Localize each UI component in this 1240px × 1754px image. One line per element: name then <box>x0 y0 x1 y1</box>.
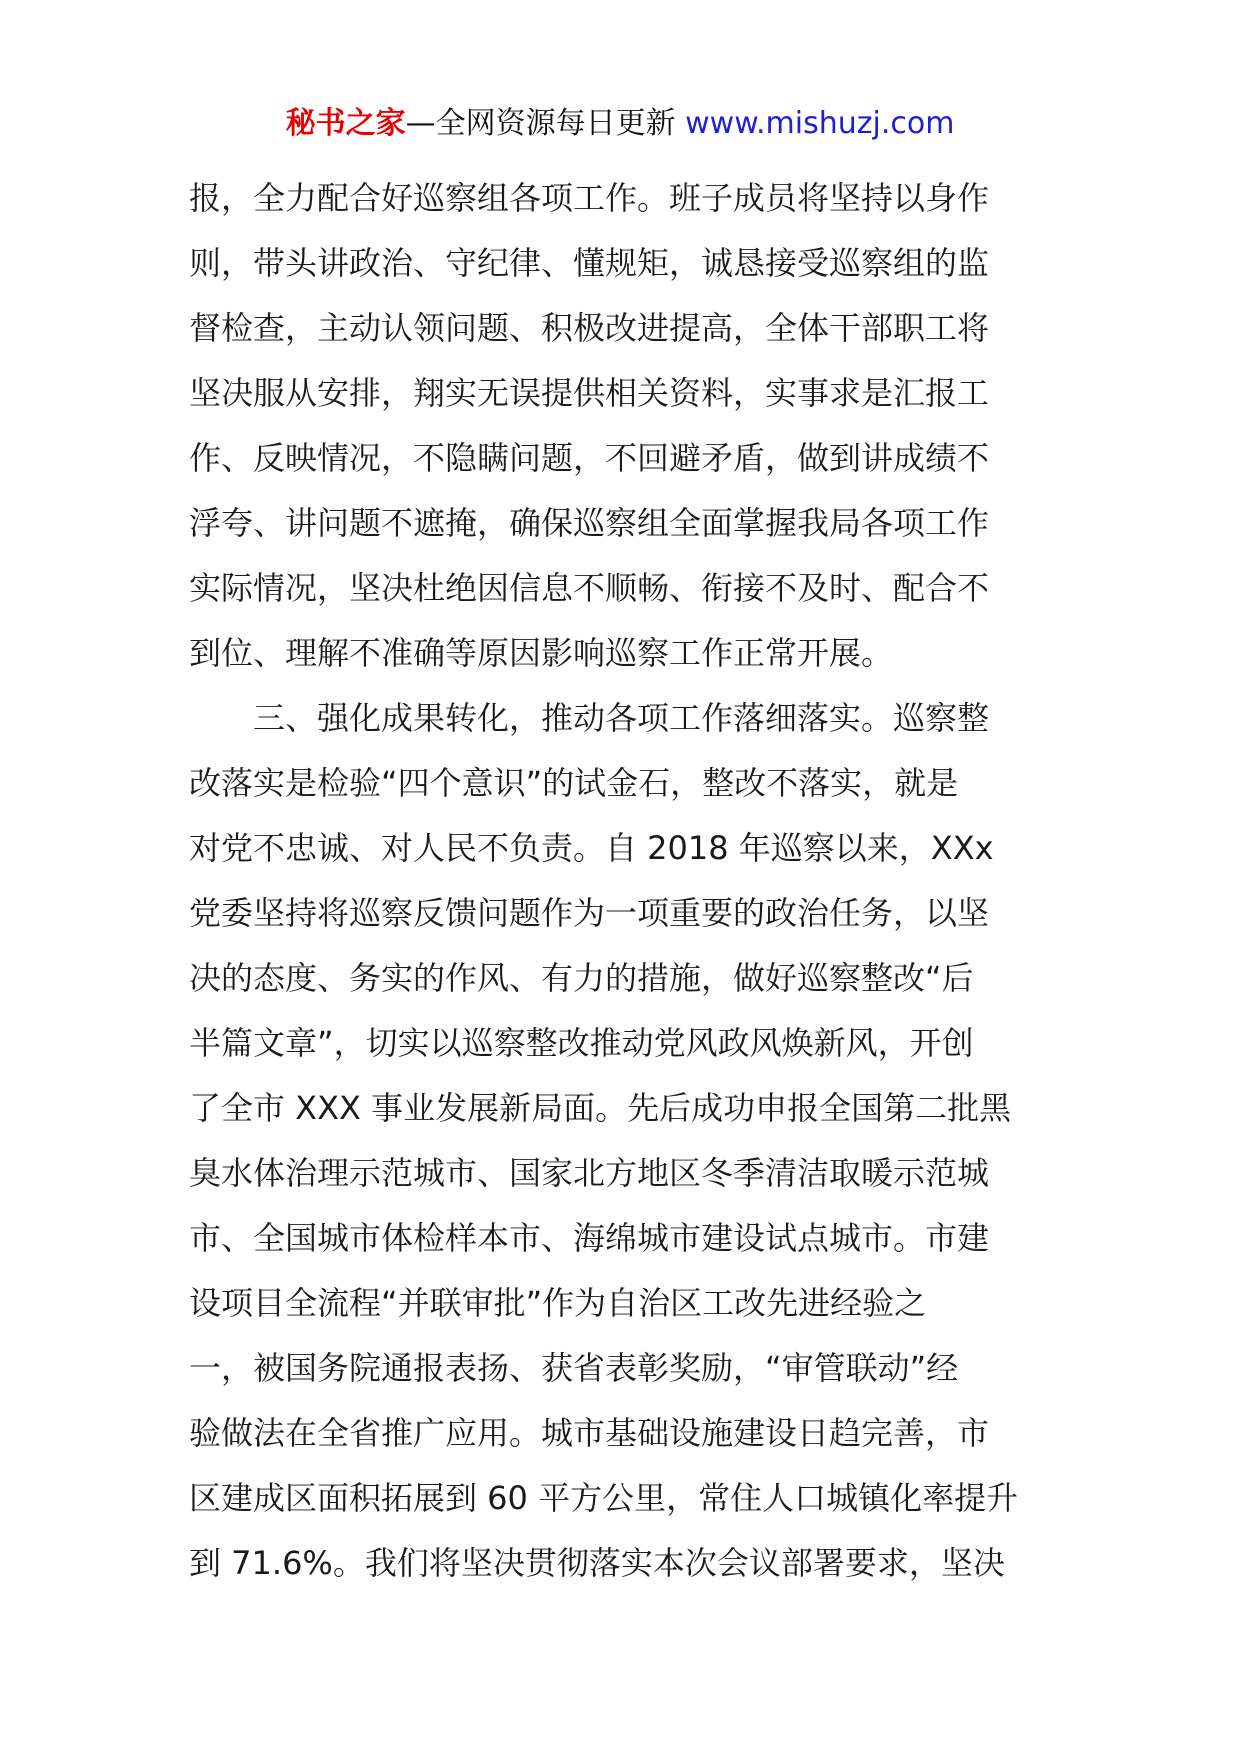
site-brand: 秘书之家 <box>285 106 406 141</box>
document-body <box>189 166 1059 1596</box>
text-line: 市、全国城市体检样本市、海绵城市建设试点城市。市建 <box>189 1219 990 1257</box>
text-line: 臭水体治理示范城市、国家北方地区冬季清洁取暖示范城 <box>189 1154 990 1192</box>
site-tagline: —全网资源每日更新 <box>405 106 686 141</box>
text-line: 到 71.6%。我们将坚决贯彻落实本次会议部署要求，坚决 <box>189 1544 1005 1582</box>
text-line: 作、反映情况，不隐瞒问题，不回避矛盾，做到讲成绩不 <box>189 439 990 477</box>
text-line: 坚决服从安排，翔实无误提供相关资料，实事求是汇报工 <box>189 374 990 412</box>
site-url-link[interactable]: www.mishuzj.com <box>685 106 955 141</box>
text-line: 报，全力配合好巡察组各项工作。班子成员将坚持以身作 <box>189 179 990 217</box>
text-line: 设项目全流程“并联审批”作为自治区工改先进经验之 <box>189 1284 927 1322</box>
site-header <box>0 104 1240 144</box>
text-line: 一，被国务院通报表扬、获省表彰奖励，“审管联动”经 <box>189 1349 959 1387</box>
text-line: 了全市 XXX 事业发展新局面。先后成功申报全国第二批黑 <box>189 1089 1012 1127</box>
text-line: 改落实是检验“四个意识”的试金石，整改不落实，就是 <box>189 764 959 802</box>
text-line: 督检查，主动认领问题、积极改进提高，全体干部职工将 <box>189 309 990 347</box>
text-line: 实际情况，坚决杜绝因信息不顺畅、衔接不及时、配合不 <box>189 569 990 607</box>
text-line: 则，带头讲政治、守纪律、懂规矩，诚恳接受巡察组的监 <box>189 244 990 282</box>
text-line: 决的态度、务实的作风、有力的措施，做好巡察整改“后 <box>189 959 974 997</box>
text-line: 区建成区面积拓展到 60 平方公里，常住人口城镇化率提升 <box>189 1479 1019 1517</box>
text-line: 验做法在全省推广应用。城市基础设施建设日趋完善，市 <box>189 1414 990 1452</box>
text-line: 浮夸、讲问题不遮掩，确保巡察组全面掌握我局各项工作 <box>189 504 990 542</box>
text-line: 对党不忠诚、对人民不负责。自 2018 年巡察以来，XXx <box>189 829 994 867</box>
text-line: 到位、理解不准确等原因影响巡察工作正常开展。 <box>189 634 894 672</box>
text-line: 半篇文章”，切实以巡察整改推动党风政风焕新风，开创 <box>189 1024 974 1062</box>
text-line: 三、强化成果转化，推动各项工作落细落实。巡察整 <box>253 699 990 737</box>
text-line: 党委坚持将巡察反馈问题作为一项重要的政治任务，以坚 <box>189 894 990 932</box>
